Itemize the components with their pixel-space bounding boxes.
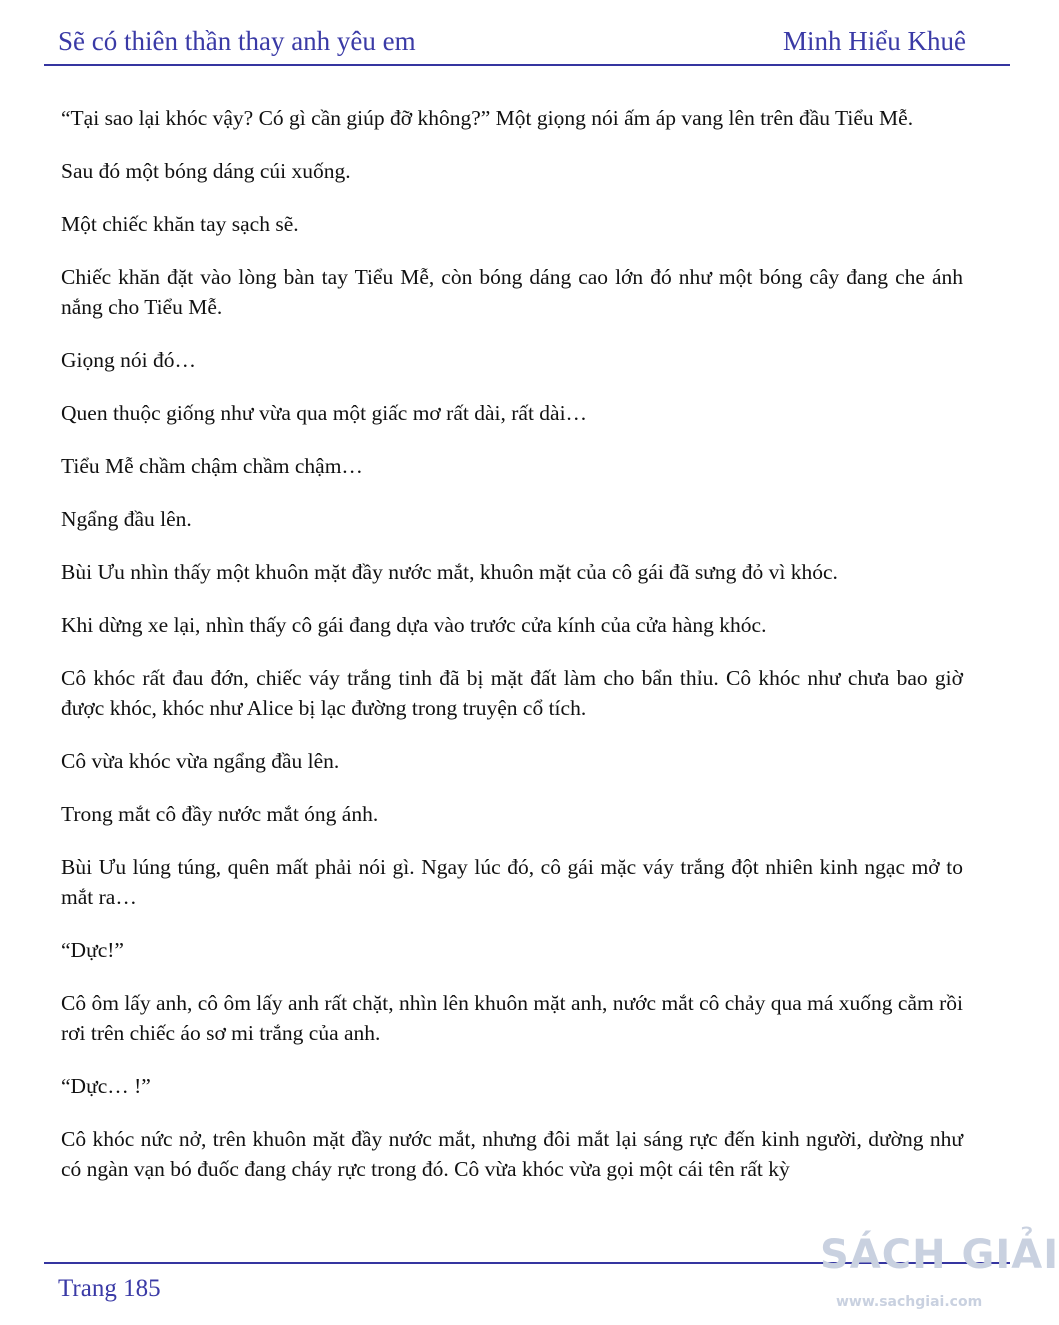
paragraph: Bùi Ưu nhìn thấy một khuôn mặt đầy nước mắt, khuôn mặt của cô gái đã sưng đỏ vì khóc.: [61, 560, 838, 584]
page-number: Trang 185: [58, 1275, 161, 1302]
author-name: Minh Hiểu Khuê: [783, 26, 966, 56]
paragraph: Cô ôm lấy anh, cô ôm lấy anh rất chặt, nhìn lên khuôn mặt anh, nước mắt cô chảy qua má xuống cằm rồi rơi trên chiếc áo sơ mi trắng của anh.: [61, 991, 963, 1045]
watermark-logo: SÁCH GIẢI: [820, 1232, 1059, 1278]
paragraph: Bùi Ưu lúng túng, quên mất phải nói gì. Ngay lúc đó, cô gái mặc váy trắng đột nhiên kinh ngạc mở to mắt ra…: [61, 855, 963, 909]
paragraph: “Dực!”: [61, 938, 124, 962]
paragraph: Trong mắt cô đầy nước mắt óng ánh.: [61, 802, 379, 826]
paragraph: Ngẩng đầu lên.: [61, 507, 192, 531]
paragraph: Khi dừng xe lại, nhìn thấy cô gái đang dựa vào trước cửa kính của cửa hàng khóc.: [61, 613, 767, 637]
paragraph: Chiếc khăn đặt vào lòng bàn tay Tiểu Mễ, còn bóng dáng cao lớn đó như một bóng cây đang che ánh nắng cho Tiểu Mễ.: [61, 265, 963, 319]
paragraph: Một chiếc khăn tay sạch sẽ.: [61, 212, 299, 236]
paragraph: Cô vừa khóc vừa ngẩng đầu lên.: [61, 749, 340, 773]
paragraph: Giọng nói đó…: [61, 348, 196, 372]
paragraph: “Tại sao lại khóc vậy? Có gì cần giúp đỡ không?” Một giọng nói ấm áp vang lên trên đầu Tiểu Mễ.: [61, 106, 914, 130]
page-body: [61, 103, 963, 1207]
paragraph: Quen thuộc giống như vừa qua một giấc mơ rất dài, rất dài…: [61, 401, 588, 425]
paragraph: Tiểu Mễ chầm chậm chầm chậm…: [61, 454, 363, 478]
paragraph: Sau đó một bóng dáng cúi xuống.: [61, 159, 351, 183]
book-title: Sẽ có thiên thần thay anh yêu em: [58, 26, 416, 56]
paragraph: “Dực… !”: [61, 1074, 151, 1098]
running-header: [58, 24, 966, 64]
watermark: [820, 1224, 1059, 1320]
paragraph: Cô khóc nức nở, trên khuôn mặt đầy nước mắt, nhưng đôi mắt lại sáng rực đến kinh người, dường như có ngàn vạn bó đuốc đang cháy rực trong đó. Cô vừa khóc vừa gọi một cái tên rất kỳ: [61, 1127, 963, 1181]
header-divider: [44, 64, 1010, 66]
watermark-url: www.sachgiai.com: [836, 1294, 983, 1310]
paragraph: Cô khóc rất đau đớn, chiếc váy trắng tinh đã bị mặt đất làm cho bẩn thỉu. Cô khóc như chưa bao giờ được khóc, khóc như Alice bị lạc đường trong truyện cổ tích.: [61, 666, 963, 720]
